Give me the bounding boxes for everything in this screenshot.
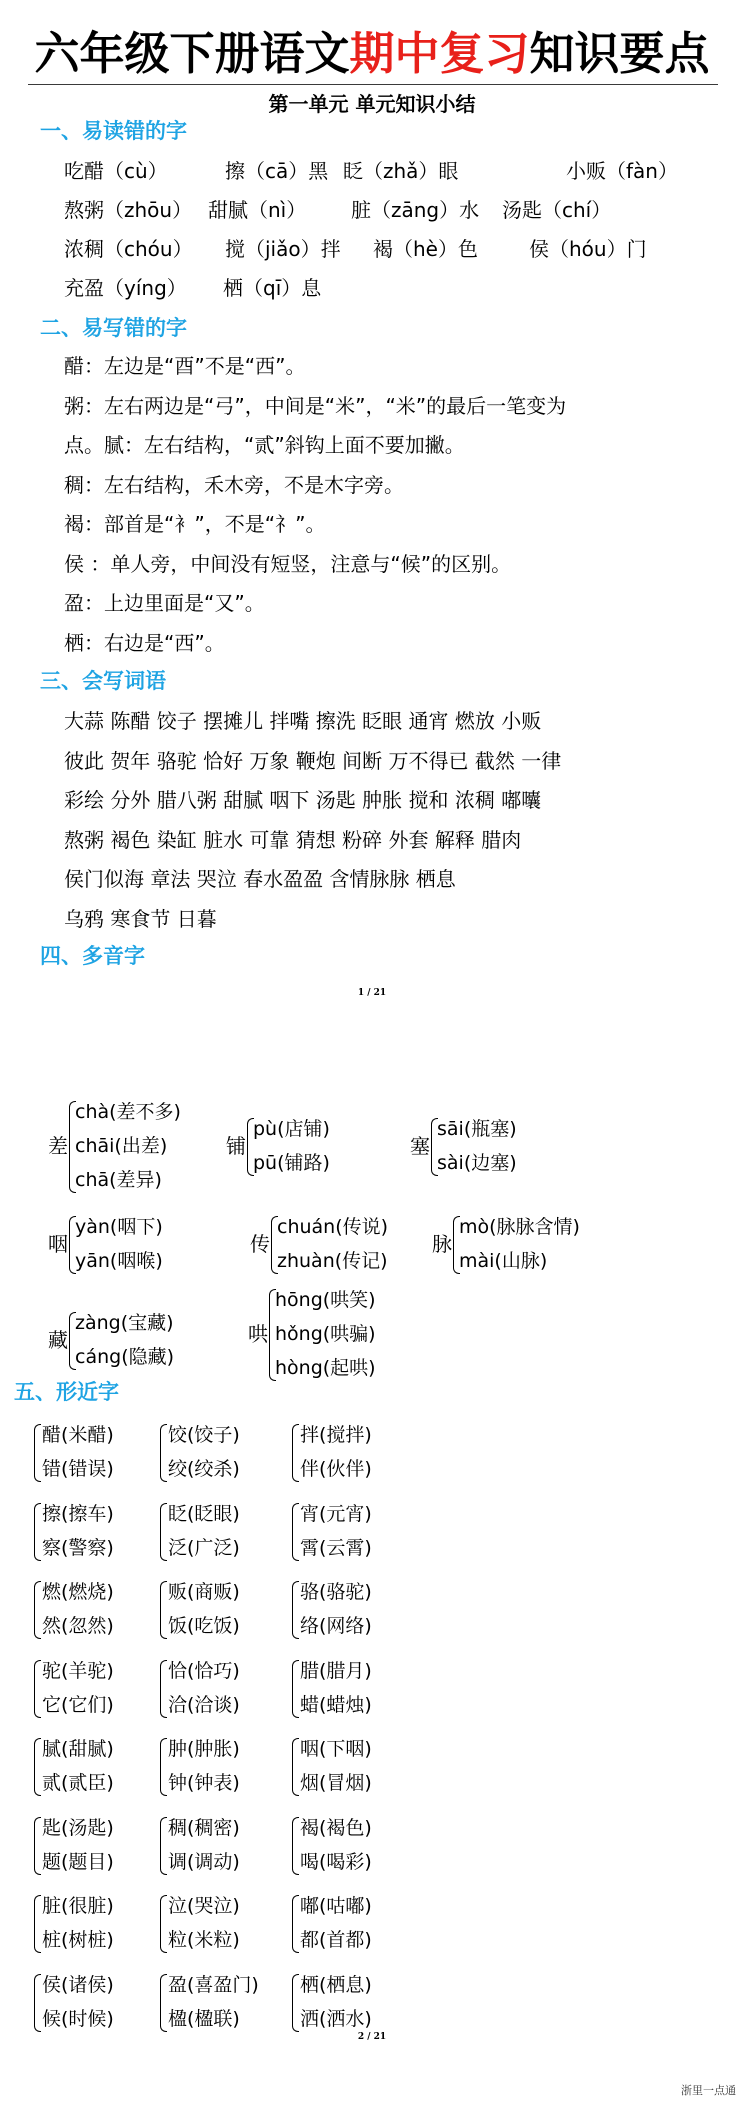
- polyphone-reading: hòng(起哄): [275, 1357, 376, 1379]
- title-part1: 六年级下册语文: [34, 27, 350, 80]
- similar-char-b: 都(首都): [300, 1929, 372, 1951]
- miswritten-line: 侯 ：单人旁，中间没有短竖，注意与“候”的区别。: [64, 551, 512, 576]
- polyphone-reading: pù(店铺): [253, 1118, 330, 1140]
- polyphone-reading: chuán(传说): [277, 1216, 389, 1238]
- similar-char-b: 泛(广泛): [168, 1536, 240, 1559]
- similar-brace: [160, 1581, 167, 1639]
- similar-pair: [160, 1732, 290, 1800]
- similar-char-b: 络(网络): [300, 1615, 372, 1637]
- similar-char-b: 察(警察): [42, 1536, 114, 1559]
- similar-char-b: 洽(洽谈): [168, 1693, 240, 1716]
- similar-char-a: 擦(擦车): [42, 1502, 114, 1525]
- similar-char-b: 它(它们): [42, 1693, 114, 1716]
- miswritten-line: 粥：左右两边是“弓”，中间是“米”，“米”的最后一笔变为: [64, 393, 567, 418]
- similar-char-b: 粒(米粒): [168, 1929, 240, 1951]
- polyphone-char: 脉: [432, 1232, 452, 1256]
- similar-char-a: 泣(哭泣): [168, 1895, 240, 1917]
- similar-brace: [34, 1503, 41, 1561]
- similar-char-a: 腻(甜腻): [42, 1738, 114, 1760]
- similar-brace: [292, 1503, 299, 1561]
- polyphone-reading: mò(脉脉含情): [459, 1216, 580, 1238]
- similar-char-a: 嘟(咕嘟): [300, 1895, 372, 1917]
- similar-brace: [160, 1660, 167, 1718]
- miswritten-line: 栖：右边是“西”。: [64, 630, 225, 655]
- similar-pair: [160, 1497, 290, 1565]
- similar-char-b: 霄(云霄): [300, 1536, 372, 1559]
- similar-char-a: 咽(下咽): [300, 1738, 372, 1760]
- similar-pair: [292, 1418, 422, 1486]
- similar-char-a: 稠(稠密): [168, 1816, 240, 1839]
- similar-pair: [160, 1889, 290, 1957]
- similar-char-b: 喝(喝彩): [300, 1850, 372, 1873]
- polyphone-reading: pū(铺路): [253, 1152, 330, 1174]
- word-line: 熬粥 褐色 染缸 脏水 可靠 猜想 粉碎 外套 解释 腊肉: [64, 827, 522, 852]
- similar-brace: [292, 1895, 299, 1953]
- similar-char-b: 题(题目): [42, 1850, 114, 1873]
- similar-char-a: 褐(褐色): [300, 1816, 372, 1839]
- similar-brace: [160, 1738, 167, 1796]
- similar-brace: [34, 1817, 41, 1875]
- similar-pair: [292, 1811, 422, 1879]
- similar-char-a: 醋(米醋): [42, 1424, 114, 1446]
- similar-pair: [160, 1654, 290, 1722]
- similar-char-b: 烟(冒烟): [300, 1772, 372, 1794]
- similar-pair: [160, 1811, 290, 1879]
- miswritten-line: 醋：左边是“酉”不是“西”。: [64, 354, 306, 378]
- similar-pair: [34, 1654, 164, 1722]
- similar-pair: [34, 1968, 164, 2036]
- polyphone-group: [410, 1112, 670, 1180]
- similar-char-b: 调(调动): [168, 1850, 240, 1873]
- polyphone-group: [432, 1210, 692, 1278]
- similar-char-a: 饺(饺子): [168, 1424, 240, 1446]
- polyphone-reading: cáng(隐藏): [75, 1346, 175, 1368]
- similar-brace: [292, 1974, 299, 2032]
- similar-brace: [160, 1974, 167, 2032]
- similar-pair: [160, 1575, 290, 1643]
- similar-pair: [34, 1732, 164, 1800]
- misread-item: 熬粥（zhōu）: [64, 198, 193, 222]
- polyphone-reading: yān(咽喉): [75, 1250, 163, 1272]
- similar-brace: [34, 1895, 41, 1953]
- similar-char-a: 贩(商贩): [168, 1581, 240, 1603]
- unit-subtitle: 第一单元 单元知识小结: [268, 92, 476, 116]
- similar-char-a: 燃(燃烧): [42, 1581, 114, 1603]
- misread-item: 浓稠（chóu）: [64, 237, 193, 261]
- similar-pair: [292, 1968, 422, 2036]
- similar-brace: [292, 1424, 299, 1482]
- title-highlight: 期中复习: [349, 27, 530, 80]
- similar-brace: [34, 1738, 41, 1796]
- polyphone-reading: sāi(瓶塞): [437, 1118, 517, 1140]
- similar-brace: [160, 1503, 167, 1561]
- miswritten-line: 稠：左右结构，禾木旁，不是木字旁。: [64, 472, 404, 497]
- similar-char-a: 拌(搅拌): [300, 1424, 372, 1446]
- title-part2: 知识要点: [529, 27, 710, 80]
- similar-char-b: 蜡(蜡烛): [300, 1693, 372, 1716]
- similar-pair: [34, 1497, 164, 1565]
- similar-pair: [34, 1811, 164, 1879]
- similar-char-b: 贰(贰臣): [42, 1772, 114, 1794]
- section-heading-miswritten: 二、易写错的字: [40, 316, 187, 340]
- page-title: [0, 26, 744, 82]
- similar-char-b: 伴(伙伴): [300, 1458, 372, 1480]
- similar-char-b: 绞(绞杀): [168, 1458, 240, 1480]
- similar-brace: [292, 1817, 299, 1875]
- similar-brace: [34, 1974, 41, 2032]
- polyphone-group: [248, 1283, 508, 1385]
- polyphone-reading: yàn(咽下): [75, 1216, 163, 1238]
- similar-char-a: 栖(栖息): [300, 1973, 372, 1996]
- similar-pair: [160, 1418, 290, 1486]
- polyphone-char: 塞: [410, 1134, 430, 1158]
- misread-item: 吃醋（cù）: [64, 159, 168, 183]
- similar-char-a: 侯(诸侯): [42, 1973, 114, 1996]
- section-heading-misread: 一、易读错的字: [40, 119, 187, 143]
- similar-brace: [160, 1895, 167, 1953]
- similar-char-b: 饭(吃饭): [168, 1615, 240, 1637]
- similar-pair: [292, 1575, 422, 1643]
- page-number-1: 1 / 21: [357, 988, 387, 998]
- misread-item: 搅（jiǎo）拌: [225, 237, 341, 261]
- similar-char-a: 骆(骆驼): [300, 1581, 372, 1603]
- misread-item: 栖（qī）息: [223, 276, 322, 300]
- similar-char-b: 然(忽然): [42, 1615, 114, 1637]
- polyphone-char: 咽: [48, 1232, 68, 1256]
- polyphone-reading: chāi(出差): [75, 1135, 168, 1157]
- similar-brace: [34, 1581, 41, 1639]
- polyphone-reading: hōng(哄笑): [275, 1289, 376, 1311]
- polyphone-char: 传: [250, 1232, 270, 1256]
- misread-item: 眨（zhǎ）眼: [343, 159, 459, 183]
- similar-char-a: 脏(很脏): [42, 1895, 114, 1917]
- misread-item: 褐（hè）色: [373, 237, 478, 261]
- polyphone-char: 铺: [226, 1134, 246, 1158]
- similar-char-a: 宵(元宵): [300, 1502, 372, 1525]
- polyphone-reading: sài(边塞): [437, 1152, 517, 1174]
- section-heading-similar: 五、形近字: [14, 1380, 119, 1404]
- similar-char-b: 洒(洒水): [300, 2007, 372, 2030]
- word-line: 侯门似海 章法 哭泣 春水盈盈 含情脉脉 栖息: [64, 867, 456, 891]
- similar-pair: [34, 1418, 164, 1486]
- misread-item: 侯（hóu）门: [529, 237, 647, 261]
- similar-brace: [160, 1424, 167, 1482]
- polyphone-char: 藏: [48, 1328, 68, 1352]
- misread-item: 汤匙（chí）: [502, 198, 612, 222]
- similar-pair: [292, 1889, 422, 1957]
- similar-pair: [34, 1575, 164, 1643]
- similar-brace: [292, 1660, 299, 1718]
- polyphone-reading: zhuàn(传记): [277, 1250, 388, 1272]
- similar-pair: [292, 1732, 422, 1800]
- polyphone-reading: mài(山脉): [459, 1250, 548, 1272]
- similar-brace: [34, 1660, 41, 1718]
- title-divider: [28, 84, 718, 85]
- similar-char-b: 钟(钟表): [168, 1772, 240, 1794]
- misread-item: 脏（zāng）水: [351, 198, 480, 222]
- similar-char-a: 眨(眨眼): [168, 1502, 240, 1525]
- miswritten-line: 点。腻：左右结构，“贰”斜钩上面不要加撇。: [64, 433, 465, 457]
- miswritten-line: 褐：部首是“衤”，不是“礻”。: [64, 512, 326, 536]
- similar-char-a: 盈(喜盈门): [168, 1973, 259, 1996]
- word-line: 彼此 贺年 骆驼 恰好 万象 鞭炮 间断 万不得已 截然 一律: [64, 748, 562, 773]
- watermark: 浙里一点通: [681, 2084, 736, 2097]
- polyphone-reading: chā(差异): [75, 1169, 162, 1191]
- polyphone-char: 哄: [248, 1322, 268, 1346]
- polyphone-reading: hǒng(哄骗): [275, 1323, 376, 1345]
- word-line: 彩绘 分外 腊八粥 甜腻 咽下 汤匙 肿胀 搅和 浓稠 嘟囔: [64, 788, 542, 812]
- similar-char-a: 腊(腊月): [300, 1659, 372, 1682]
- similar-brace: [34, 1424, 41, 1482]
- similar-pair: [292, 1497, 422, 1565]
- similar-char-b: 候(时候): [42, 2007, 114, 2030]
- similar-brace: [292, 1581, 299, 1639]
- polyphone-reading: chà(差不多): [75, 1101, 181, 1123]
- similar-brace: [292, 1738, 299, 1796]
- similar-pair: [160, 1968, 290, 2036]
- word-line: 大蒜 陈醋 饺子 摆摊儿 拌嘴 擦洗 眨眼 通宵 燃放 小贩: [64, 709, 542, 733]
- word-line: 乌鸦 寒食节 日暮: [64, 906, 217, 931]
- similar-char-a: 肿(肿胀): [168, 1738, 240, 1760]
- similar-char-b: 楹(楹联): [168, 2007, 240, 2030]
- section-heading-words: 三、会写词语: [40, 669, 166, 693]
- similar-char-b: 桩(树桩): [42, 1929, 114, 1951]
- misread-item: 擦（cā）黑: [225, 159, 329, 183]
- section-heading-polyphones: 四、多音字: [40, 944, 145, 968]
- similar-char-a: 恰(恰巧): [168, 1659, 240, 1682]
- similar-pair: [34, 1889, 164, 1957]
- polyphone-reading: zàng(宝藏): [75, 1312, 174, 1334]
- misread-item: 甜腻（nì）: [208, 198, 307, 222]
- similar-brace: [160, 1817, 167, 1875]
- similar-char-a: 驼(羊驼): [42, 1659, 114, 1682]
- page-number-2: 2 / 21: [357, 2032, 387, 2042]
- misread-item: 充盈（yíng）: [64, 276, 187, 300]
- similar-char-a: 匙(汤匙): [42, 1816, 114, 1839]
- miswritten-line: 盈：上边里面是“又”。: [64, 591, 265, 615]
- similar-char-b: 错(错误): [42, 1458, 114, 1480]
- polyphone-char: 差: [48, 1134, 68, 1158]
- misread-item: 小贩（fàn）: [566, 159, 678, 183]
- similar-pair: [292, 1654, 422, 1722]
